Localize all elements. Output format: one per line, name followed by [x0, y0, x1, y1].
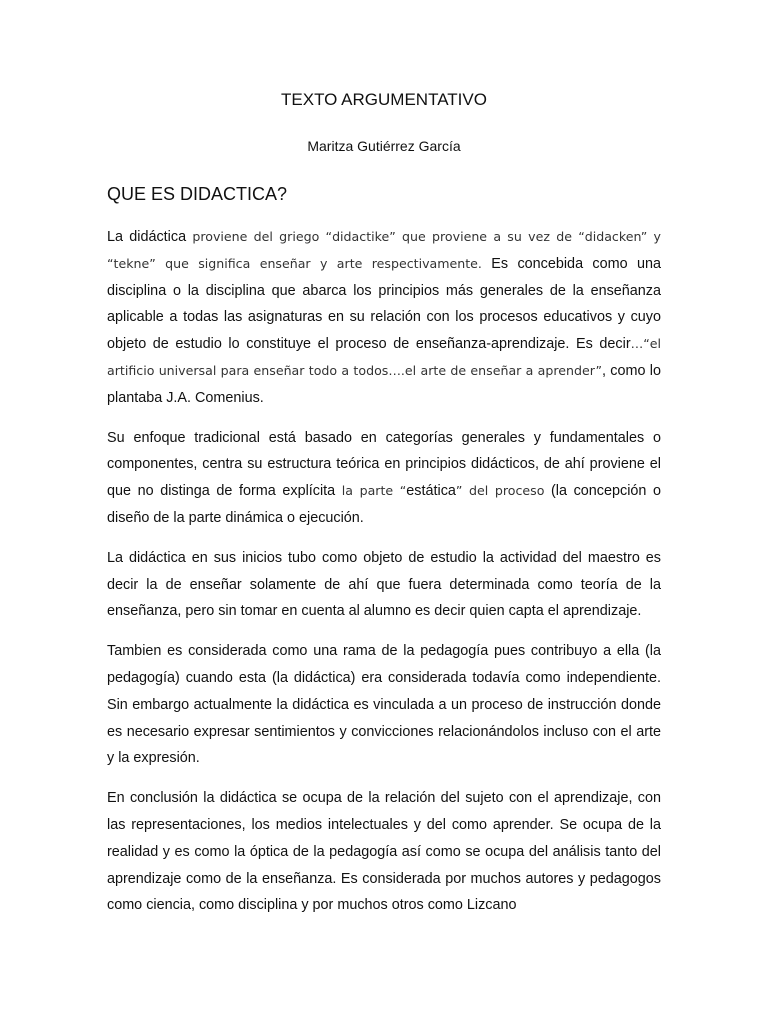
- paragraph-2-part-d: ” del proceso: [455, 483, 545, 499]
- paragraph-1-part-a: La didáctica: [107, 229, 193, 245]
- paragraph-4: Tambien es considerada como una rama de la pedagogía pues contribuyo a ella (la pedagogía) cuando esta (la didáctica) era considerada todavía como independiente. Sin embargo actualmente la didáctica es vinculada a un proceso de instrucción donde es necesario expresar sentimientos y convicciones relacionándolos incluso con el arte y la expresión.: [107, 643, 661, 767]
- section-heading: QUE ES DIDACTICA?: [107, 184, 288, 204]
- paragraph-5: En conclusión la didáctica se ocupa de la relación del sujeto con el aprendizaje, con las representaciones, los medios intelectuales y del como aprender. Se ocupa de la realidad y es como la óptica de la pedagogía así como se ocupa del análisis tanto del aprendizaje como de la enseñanza. Es considerada por muchos autores y pedagogos como ciencia, como disciplina y por muchos otros como Lizcano: [107, 790, 661, 914]
- paragraph-2-part-c: estática: [406, 483, 456, 500]
- paragraph-2-part-e: (la concepción o diseño de la parte dinámica o ejecución.: [107, 483, 662, 526]
- paragraph-1-quote: …“el artificio universal para enseñar todo a todos….el arte de enseñar a aprender”: [107, 336, 661, 378]
- paragraph-2: [107, 425, 661, 532]
- paragraph-1-part-c: Es concebida como una disciplina o la disciplina que abarca los principios más generales de la enseñanza aplicable a todas las asignaturas en su relación con los procesos educativos y cuyo objeto de estudio lo constituye el proceso de enseñanza-aprendizaje. Es decir: [107, 255, 661, 353]
- paragraph-2-part-b: la parte “: [341, 483, 407, 499]
- paragraph-3: La didáctica en sus inicios tubo como objeto de estudio la actividad del maestro es decir la de enseñar solamente de ahí que fuera determinada como teoría de la enseñanza, pero sin tomar en cuenta al alumno es decir quien capta el aprendizaje.: [107, 549, 661, 620]
- paragraph-2-part-a: Su enfoque tradicional está basado en categorías generales y fundamentales o componentes, centra su estructura teórica en principios didácticos, de ahí proviene el que no distinga de forma explícita: [107, 429, 661, 500]
- paragraph-1-part-e: , como lo plantaba J.A. Comenius.: [107, 362, 661, 406]
- paragraph-1: [107, 224, 661, 412]
- document-title: TEXTO ARGUMENTATIVO: [281, 90, 487, 109]
- document-author: Maritza Gutiérrez García: [307, 138, 461, 154]
- paragraph-1-etymology: proviene del griego “didactike” que proviene a su vez de “didacken” y “tekne” que significa enseñar y arte respectivamente.: [107, 229, 661, 271]
